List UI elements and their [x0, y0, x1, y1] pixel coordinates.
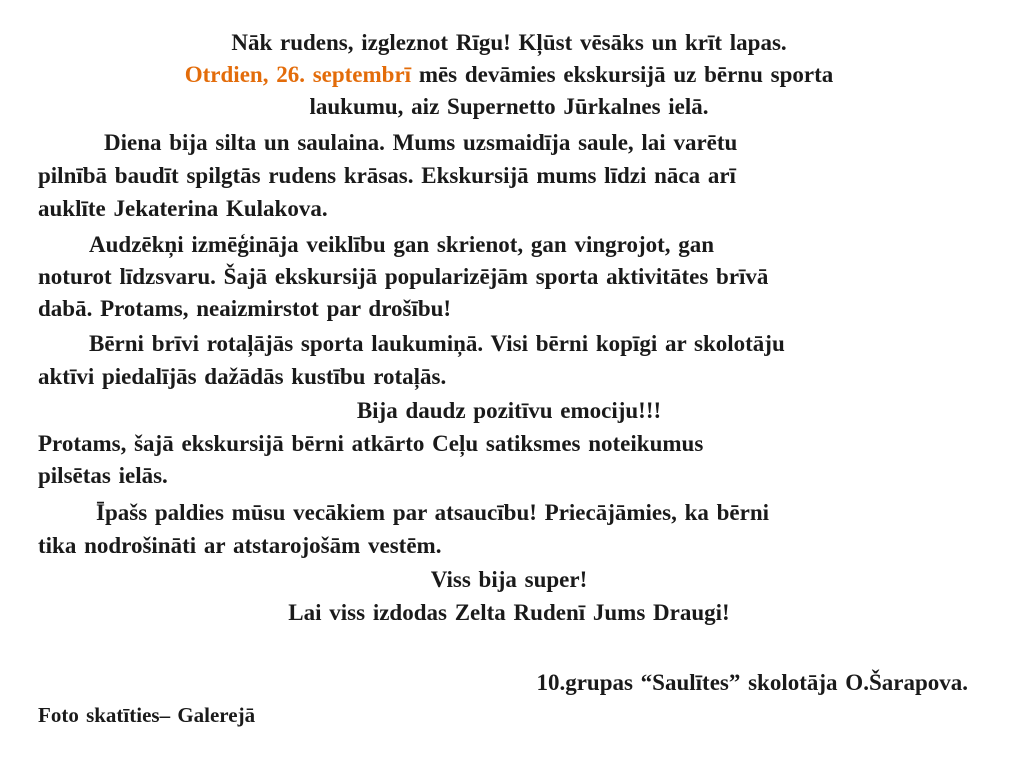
signature: 10.grupas “Saulītes” skolotāja O.Šarapova.: [536, 670, 968, 695]
paragraph-line: pilnībā baudīt spilgtās rudens krāsas. Ekskursijā mums līdzi nāca arī: [38, 163, 736, 188]
heading-line: Nāk rudens, izgleznot Rīgu! Kļūst vēsāks un krīt lapas.: [231, 30, 787, 55]
paragraph-line: Īpašs paldies mūsu vecākiem par atsaucību! Priecājāmies, ka bērni: [96, 500, 770, 525]
paragraph-line: noturot līdzsvaru. Šajā ekskursijā popularizējām sporta aktivitātes brīvā: [38, 264, 769, 289]
intro-line: [0, 58, 1018, 91]
closing-line: Viss bija super!: [430, 567, 588, 592]
paragraph-line: dabā. Protams, neaizmirstot par drošību!: [38, 296, 452, 321]
paragraph-line: Protams, šajā ekskursijā bērni atkārto Ceļu satiksmes noteikumus: [38, 431, 704, 456]
paragraph-line: Audzēkņi izmēģināja veiklību gan skrienot, gan vingrojot, gan: [89, 232, 715, 257]
paragraph-line: Diena bija silta un saulaina. Mums uzsmaidīja saule, lai varētu: [104, 130, 738, 155]
date-highlight: Otrdien, 26. septembrī: [184, 62, 412, 87]
paragraph-line: aktīvi piedalījās dažādās kustību rotaļās.: [38, 364, 447, 389]
paragraph-line: pilsētas ielās.: [38, 463, 168, 488]
intro-line-2: laukumu, aiz Supernetto Jūrkalnes ielā.: [309, 94, 709, 119]
closing-line: Lai viss izdodas Zelta Rudenī Jums Draugi!: [288, 600, 730, 625]
paragraph-line: tika nodrošināti ar atstarojošām vestēm.: [38, 533, 442, 558]
paragraph-line: auklīte Jekaterina Kulakova.: [38, 196, 328, 221]
paragraph-line: Bērni brīvi rotaļājās sporta laukumiņā. Visi bērni kopīgi ar skolotāju: [89, 331, 785, 356]
intro-line-rest: mēs devāmies ekskursijā uz bērnu sporta: [411, 62, 834, 87]
gallery-footer-link[interactable]: Foto skatīties– Galerejā: [38, 703, 256, 727]
emphasis-line: Bija daudz pozitīvu emociju!!!: [356, 398, 662, 423]
